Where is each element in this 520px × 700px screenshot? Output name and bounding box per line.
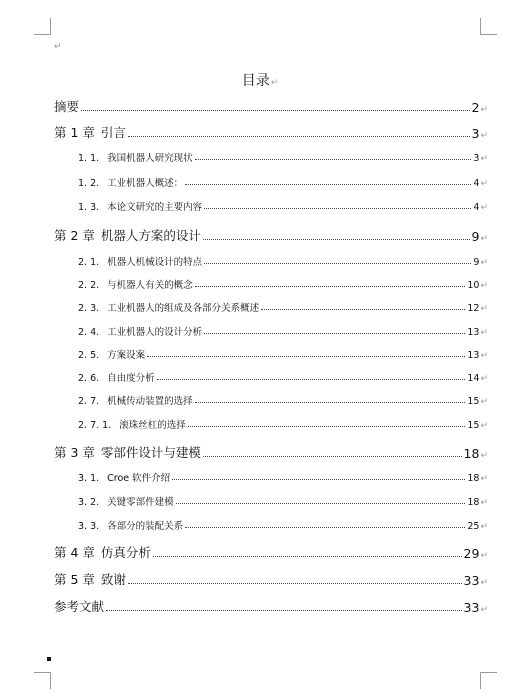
toc-entry-text: 摘要 [54,99,80,114]
toc-entry-label [78,370,155,384]
toc-entry-number: 第 3 章 [54,445,95,460]
toc-entry-page: 18 [463,446,480,461]
toc-entry-page: 4 [473,178,480,189]
toc-entry-text: 仿真分析 [100,545,151,560]
dot-leader [153,555,462,557]
dot-leader [195,401,466,403]
dot-leader [81,109,469,111]
toc-entry-page: 33 [463,573,480,588]
toc-entry-page: 12 [467,303,480,314]
toc-entry-page: 10 [467,280,480,291]
toc-entry-text: 工业机器人概述： [107,178,184,189]
toc-entry-label [78,324,202,338]
toc-entry-label [54,226,201,244]
toc-entry-text: 各部分的装配关系 [107,521,184,532]
toc-entry-text: 致谢 [100,572,126,587]
toc-entry-number: 3. 1. [78,473,100,484]
dot-leader [185,526,465,528]
toc-entry-number: 第 4 章 [54,545,95,560]
toc-entry-number: 第 2 章 [54,228,95,243]
crop-mark-top-right [480,18,497,35]
toc-entry[interactable] [54,470,488,484]
toc-entry-text: 关键零部件建模 [107,497,174,508]
toc-entry-page: 9 [471,229,480,244]
toc-entry-page: 14 [467,373,480,384]
toc-entry-page: 18 [467,497,480,508]
toc-entry-page: 29 [463,546,480,561]
toc-entry-number: 2. 7. 1. [78,420,112,431]
dot-leader [203,455,462,457]
toc-entry-text: 参考文献 [54,599,105,614]
toc-entry-number: 2. 1. [78,257,100,268]
paragraph-mark-icon: ↵ [480,498,488,508]
toc-entry-label [78,277,193,291]
toc-entry-label [78,393,193,407]
dot-leader [261,308,465,310]
toc-entry[interactable] [54,570,488,588]
toc-entry-page: 33 [463,600,480,615]
toc-entry[interactable] [54,417,488,431]
dot-leader [188,425,466,427]
dot-leader [147,355,465,357]
toc-entry-page: 13 [467,327,480,338]
dot-leader [185,183,471,185]
toc-entry-text: 工业机器人的组成及各部分关系概述 [107,303,260,314]
toc-entry-number: 2. 4. [78,327,100,338]
toc-entry-label [78,470,170,484]
toc-entry-page: 9 [473,257,480,268]
toc-entry-number: 2. 3. [78,303,100,314]
toc-entry-label [78,300,259,314]
toc-entry[interactable] [54,175,488,189]
toc-entry-page: 3 [473,153,480,164]
toc-entry-page: 18 [467,473,480,484]
toc-entry-text: 工业机器人的设计分析 [107,327,203,338]
toc-entry[interactable] [54,370,488,384]
toc-entry-label [78,417,186,431]
toc-entry-number: 2. 6. [78,373,100,384]
toc-entry[interactable] [54,543,488,561]
paragraph-mark-icon: ↵ [54,42,62,52]
toc-entry[interactable] [54,324,488,338]
toc-entry-label [54,123,126,141]
toc-entry-text: 零部件设计与建模 [100,445,201,460]
toc-entry[interactable] [54,123,488,141]
paragraph-mark-icon: ↵ [480,281,488,291]
paragraph-mark-icon: ↵ [480,421,488,431]
toc-entry-label [54,570,126,588]
toc-entry[interactable] [54,518,488,532]
toc-title [0,70,520,90]
crop-mark-top-left [34,18,51,35]
dot-leader [203,238,470,240]
toc-entry-text: 本论文研究的主要内容 [107,202,203,213]
toc-entry-label [78,150,193,164]
toc-entry[interactable] [54,443,488,461]
toc-entry[interactable] [54,226,488,244]
toc-entry-number: 2. 5. [78,350,100,361]
toc-entry-number: 2. 2. [78,280,100,291]
toc-entry-text: 机器人机械设计的特点 [107,257,203,268]
paragraph-mark-icon: ↵ [480,605,488,615]
toc-entry-label [54,543,151,561]
toc-entry[interactable] [54,494,488,508]
toc-entry-number: 3. 3. [78,521,100,532]
paragraph-mark-icon: ↵ [480,203,488,213]
toc-entry-page: 13 [467,350,480,361]
paragraph-mark-icon: ↵ [270,78,279,88]
dot-leader [128,582,462,584]
paragraph-mark-icon: ↵ [480,328,488,338]
dot-leader [204,262,471,264]
dot-leader [172,478,465,480]
paragraph-mark-icon: ↵ [480,474,488,484]
paragraph-mark-icon: ↵ [480,234,488,244]
paragraph-mark-icon: ↵ [480,258,488,268]
toc-entry-label [78,175,183,189]
crop-mark-bottom-right [480,672,497,689]
crop-mark-bottom-left [34,672,51,689]
toc-entry-text: 引言 [100,125,126,140]
bullet-marker [47,657,51,661]
toc-entry-page: 25 [467,521,480,532]
toc-entry-page: 15 [467,420,480,431]
toc-entry-number: 1. 1. [78,153,100,164]
dot-leader [157,378,466,380]
paragraph-mark-icon: ↵ [480,374,488,384]
toc-entry-text: 我国机器人研究现状 [107,153,193,164]
toc-entry-page: 2 [471,100,480,115]
toc-entry-number: 3. 2. [78,497,100,508]
dot-leader [176,502,466,504]
dot-leader [195,158,472,160]
toc-entry-label [78,494,174,508]
paragraph-mark-icon: ↵ [480,522,488,532]
toc-entry-label [78,199,202,213]
toc-entry-label [78,254,202,268]
dot-leader [204,332,465,334]
toc-entry-page: 4 [473,202,480,213]
toc-entry-number: 1. 3. [78,202,100,213]
paragraph-mark-icon: ↵ [480,105,488,115]
toc-entry-text: 与机器人有关的概念 [107,280,193,291]
toc-entry[interactable] [54,97,488,115]
toc-entry-page: 3 [471,126,480,141]
paragraph-mark-icon: ↵ [480,578,488,588]
toc-entry-text: 自由度分析 [107,373,155,384]
paragraph-mark-icon: ↵ [480,551,488,561]
toc-entry-text: Croe 软件介绍 [107,473,171,484]
toc-entry[interactable] [54,150,488,164]
toc-entry[interactable] [54,277,488,291]
toc-entry[interactable] [54,199,488,213]
toc-entry-text: 机器人方案的设计 [100,228,201,243]
toc-entry-text: 机械传动装置的选择 [107,396,193,407]
toc-entry[interactable] [54,597,488,615]
toc-entry-page: 15 [467,396,480,407]
toc-entry[interactable] [54,300,488,314]
paragraph-mark-icon: ↵ [480,304,488,314]
paragraph-mark-icon: ↵ [480,154,488,164]
toc-entry-text: 方案设案 [107,350,146,361]
toc-entry-number: 1. 2. [78,178,100,189]
toc-entry-label [78,347,145,361]
paragraph-mark-icon: ↵ [480,451,488,461]
toc-entry-number: 2. 7. [78,396,100,407]
toc-entry[interactable] [54,347,488,361]
toc-entry[interactable] [54,254,488,268]
dot-leader [128,135,470,137]
dot-leader [106,609,462,611]
toc-entry-label [54,97,79,115]
toc-entry-label [54,597,104,615]
dot-leader [204,207,471,209]
toc-entry-label [78,518,183,532]
toc-title-text: 目录 [241,73,270,89]
paragraph-mark-icon: ↵ [480,179,488,189]
paragraph-mark-icon: ↵ [480,397,488,407]
toc-entry-text: 滚珠丝杠的选择 [119,420,186,431]
toc-entry-label [54,443,201,461]
dot-leader [195,285,466,287]
toc-entry[interactable] [54,393,488,407]
paragraph-mark-icon: ↵ [480,131,488,141]
toc-entry-number: 第 1 章 [54,125,95,140]
toc-entry-number: 第 5 章 [54,572,95,587]
paragraph-mark-icon: ↵ [480,351,488,361]
